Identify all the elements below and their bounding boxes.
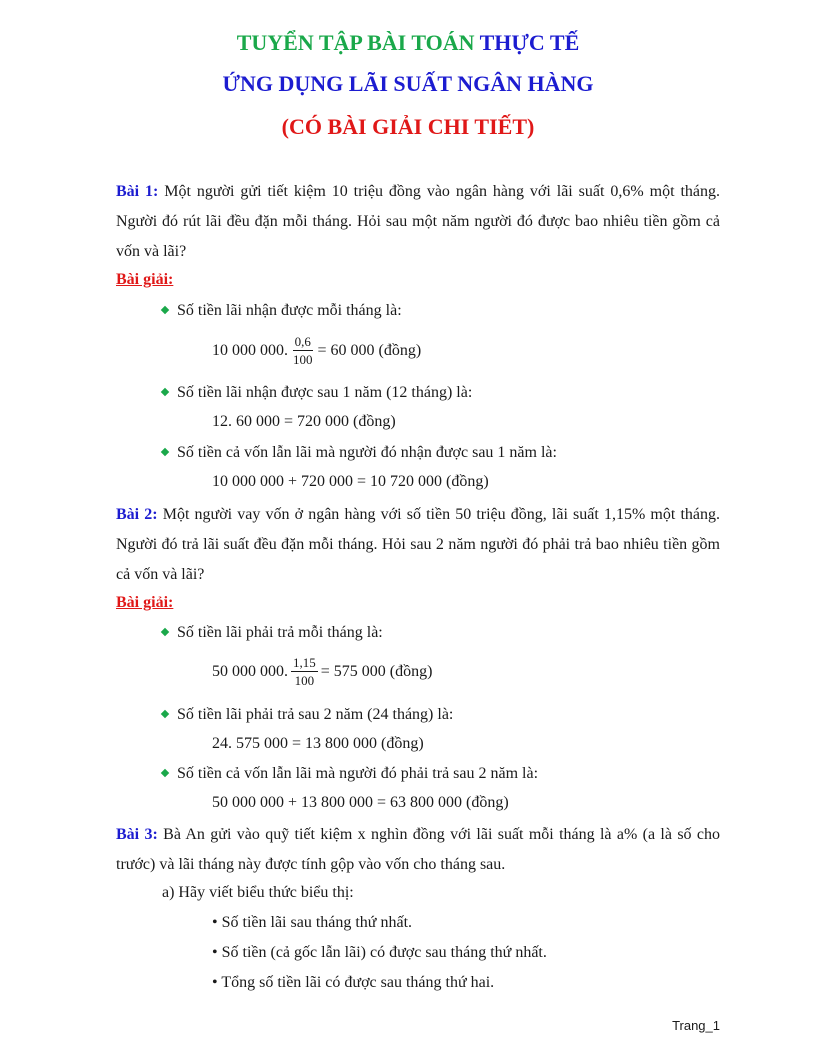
problem-2-solution-label: Bài giải:: [116, 594, 174, 611]
problem-2-step-2: [162, 706, 453, 724]
problem-1-step-3: [162, 444, 557, 462]
problem-2-body: Một người vay vốn ở ngân hàng với số tiền 50 triệu đồng, lãi suất 1,15% một tháng. Người đó trả lãi suất đều đặn mỗi tháng. Hỏi sau 2 năm người đó phải trả bao nhiêu tiền gồm cả vốn và lãi?: [116, 506, 720, 583]
problem-1-solution-label: Bài giải:: [116, 271, 174, 288]
problem-2-step-1: [162, 624, 383, 642]
problem-3-text: [116, 820, 720, 880]
title-line-1: [0, 30, 816, 56]
problem-2-formula: [212, 655, 432, 688]
title-line-3: (CÓ BÀI GIẢI CHI TIẾT): [281, 114, 535, 139]
fraction: [291, 655, 318, 688]
problem-1-step-1: [162, 302, 402, 320]
formula-left: 50 000 000.: [212, 662, 288, 680]
step-text: Số tiền lãi phải trả sau 2 năm (24 tháng) là:: [177, 706, 454, 723]
problem-2-line-3: 50 000 000 + 13 800 000 = 63 800 000 (đồng): [212, 794, 509, 811]
formula-right: = 60 000 (đồng): [317, 341, 422, 359]
problem-3-label: Bài 3:: [116, 826, 158, 843]
step-text: Số tiền cả vốn lẫn lãi mà người đó phải trả sau 2 năm là:: [177, 765, 539, 782]
diamond-bullet-icon: [161, 710, 169, 718]
problem-1-line-2: 12. 60 000 = 720 000 (đồng): [212, 413, 396, 430]
title-part-green: TUYỂN TẬP BÀI TOÁN: [236, 30, 480, 55]
page-number: Trang_1: [672, 1018, 720, 1033]
title-line-2: ỨNG DỤNG LÃI SUẤT NGÂN HÀNG: [222, 71, 594, 96]
diamond-bullet-icon: [161, 769, 169, 777]
title-part-blue: THỰC TẾ: [479, 30, 580, 55]
problem-2-label: Bài 2:: [116, 506, 158, 523]
step-text: Số tiền lãi nhận được sau 1 năm (12 tháng) là:: [177, 384, 473, 401]
diamond-bullet-icon: [161, 388, 169, 396]
diamond-bullet-icon: [161, 306, 169, 314]
problem-3-body: Bà An gửi vào quỹ tiết kiệm x nghìn đồng với lãi suất mỗi tháng là a% (a là số cho trước) và lãi tháng này được tính gộp vào vốn cho tháng sau.: [116, 826, 720, 873]
problem-3-item-1: • Số tiền lãi sau tháng thứ nhất.: [212, 914, 413, 931]
fraction-numerator: 1,15: [293, 655, 316, 670]
problem-2-line-2: 24. 575 000 = 13 800 000 (đồng): [212, 735, 424, 752]
problem-1-label: Bài 1:: [116, 183, 159, 200]
problem-2-text: [116, 500, 720, 590]
problem-3-part-a: a) Hãy viết biểu thức biểu thị:: [162, 884, 354, 901]
diamond-bullet-icon: [161, 448, 169, 456]
problem-2-step-3: [162, 765, 538, 783]
problem-1-line-3: 10 000 000 + 720 000 = 10 720 000 (đồng): [212, 473, 489, 490]
formula-right: = 575 000 (đồng): [320, 662, 433, 680]
fraction-numerator: 0,6: [294, 334, 311, 349]
problem-1-formula: [212, 334, 421, 367]
formula-left: 10 000 000.: [212, 341, 288, 359]
fraction: [291, 334, 315, 367]
problem-1-step-2: [162, 384, 472, 402]
step-text: Số tiền cả vốn lẫn lãi mà người đó nhận được sau 1 năm là:: [177, 444, 557, 461]
step-text: Số tiền lãi nhận được mỗi tháng là:: [177, 302, 402, 319]
problem-3-item-2: • Số tiền (cả gốc lẫn lãi) có được sau tháng thứ nhất.: [212, 944, 547, 961]
step-text: Số tiền lãi phải trả mỗi tháng là:: [177, 624, 383, 641]
fraction-denominator: 100: [294, 673, 315, 688]
problem-1-body: Một người gửi tiết kiệm 10 triệu đồng vào ngân hàng với lãi suất 0,6% một tháng. Người đó rút lãi đều đặn mỗi tháng. Hỏi sau một năm người đó được bao nhiêu tiền gồm cả vốn và lãi?: [116, 183, 720, 260]
fraction-denominator: 100: [293, 352, 313, 367]
problem-3-item-3: • Tổng số tiền lãi có được sau tháng thứ hai.: [212, 974, 495, 991]
diamond-bullet-icon: [161, 628, 169, 636]
problem-1-text: [116, 177, 720, 267]
